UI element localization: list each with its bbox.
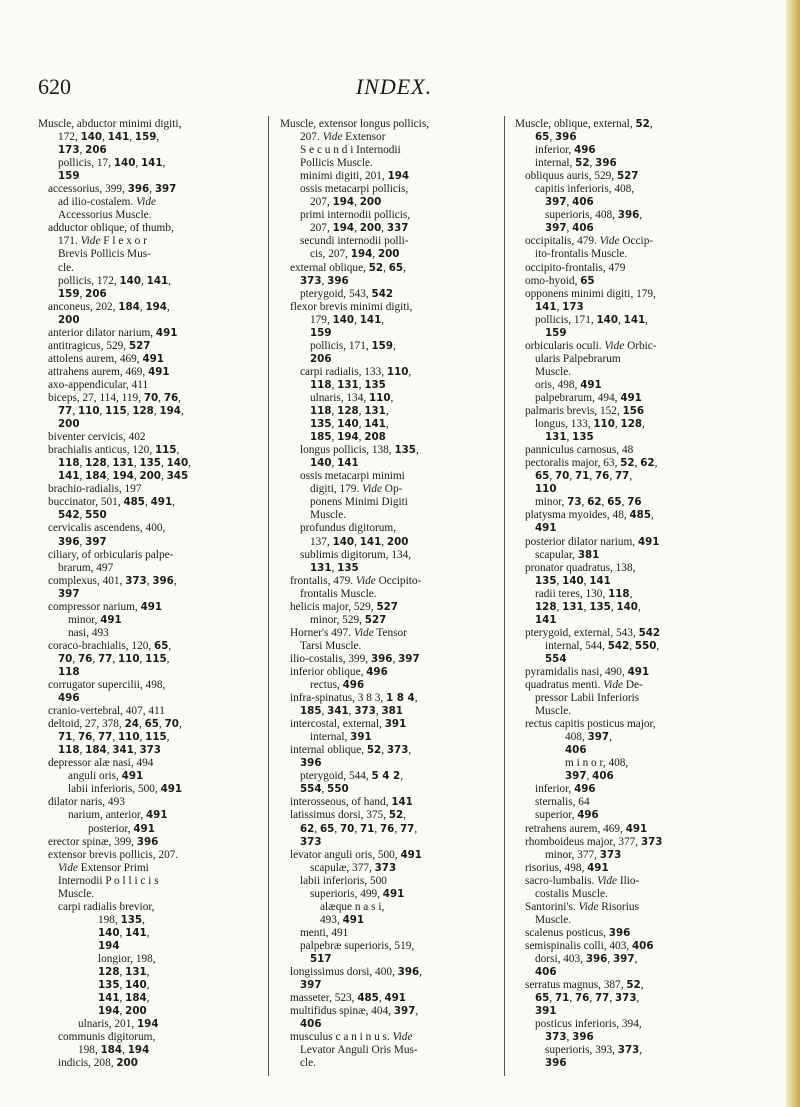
page-header	[38, 74, 750, 100]
index-entry-line: sublimis digitorum, 134,	[300, 548, 412, 561]
index-entry-line: 141, 173	[535, 300, 584, 313]
index-entry-line: cis, 207, 194, 200	[310, 248, 400, 261]
index-entry-line: narium, anterior, 491	[68, 809, 168, 822]
index-entry-line: antitragicus, 529, 527	[48, 339, 151, 352]
index-entry-line: 179, 140, 141,	[310, 313, 385, 326]
index-entry-line: 396	[300, 757, 322, 770]
index-entry-line: 397	[300, 979, 322, 992]
index-entry-line: pollicis, 171, 159,	[310, 339, 396, 352]
index-entry-line: inferior, 496	[535, 783, 596, 796]
index-entry-line: masseter, 523, 485, 491	[290, 992, 406, 1005]
index-entry-line: 200	[58, 418, 80, 431]
index-entry-line: buccinator, 501, 485, 491,	[48, 496, 175, 509]
index-entry-line: axo-appendicular, 411	[48, 378, 149, 391]
index-entry-line: rectus capitis posticus major,	[525, 718, 656, 731]
index-entry-line: ulnaris, 201, 194	[78, 1018, 159, 1031]
index-entry-line: 397	[58, 587, 80, 600]
index-entry-line: ito-frontalis Muscle.	[535, 248, 628, 261]
index-entry-line: 198, 184, 194	[78, 1044, 150, 1057]
index-entry-line: Santorini's. Vide Risorius	[525, 900, 639, 913]
index-entry-line: intercostal, external, 391	[290, 718, 407, 731]
index-entry-line: menti, 491	[300, 926, 349, 939]
index-entry-line: Muscle.	[535, 705, 572, 718]
index-entry-line: 185, 194, 208	[310, 431, 386, 444]
index-entry-line: pronator quadratus, 138,	[525, 561, 636, 574]
index-entry-line: cervicalis ascendens, 400,	[48, 522, 166, 535]
index-entry-line: anterior dilator narium, 491	[48, 326, 178, 339]
index-entry-line: brachialis anticus, 120, 115,	[48, 444, 180, 457]
index-entry-line: occipitalis, 479. Vide Occip-	[525, 235, 654, 248]
index-entry-line: pressor Labii Inferioris	[535, 692, 640, 705]
index-entry-line: minor, 73, 62, 65, 76	[535, 496, 642, 509]
index-entry-line: costalis Muscle.	[535, 887, 608, 900]
index-entry-line: ad ilio-costalem. Vide	[58, 196, 156, 209]
index-entry-line: Muscle, oblique, external, 52,	[515, 118, 653, 130]
index-entry-line: superior, 496	[535, 809, 599, 822]
index-entry-line: minor, 491	[68, 613, 122, 626]
index-entry-line: cle.	[58, 261, 74, 274]
index-entry-line: pollicis, 17, 140, 141,	[58, 157, 166, 170]
index-entry-line: multifidus spinæ, 404, 397,	[290, 1005, 419, 1018]
index-entry-line: 408, 397,	[565, 731, 612, 744]
index-entry-line: 397, 406	[545, 196, 594, 209]
index-entry-line: minimi digiti, 201, 194	[300, 170, 410, 183]
index-entry-line: internal, 52, 396	[535, 157, 617, 170]
index-entry-line: primi internodii pollicis,	[300, 209, 411, 222]
index-entry-line: 65, 71, 76, 77, 373,	[535, 992, 640, 1005]
index-entry-line: internal oblique, 52, 373,	[290, 744, 412, 757]
index-entry-line: interosseous, of hand, 141	[290, 796, 413, 809]
index-entry-line: longus, 133, 110, 128,	[535, 418, 645, 431]
index-entry-line: flexor brevis minimi digiti,	[290, 300, 413, 313]
index-entry-line: Horner's 497. Vide Tensor	[290, 626, 407, 639]
index-entry-line: superioris, 393, 373,	[545, 1044, 643, 1057]
index-entry-line: sternalis, 64	[535, 796, 590, 809]
index-entry-line: Brevis Pollicis Mus-	[58, 248, 151, 261]
index-entry-line: brachio-radialis, 197	[48, 483, 142, 496]
index-entry-line: sacro-lumbalis. Vide Ilio-	[525, 874, 640, 887]
index-column-1	[38, 118, 256, 1070]
index-entry-line: m i n o r, 408,	[565, 757, 629, 770]
index-entry-line: 77, 110, 115, 128, 194,	[58, 405, 184, 418]
index-entry-line: digiti, 179. Vide Op-	[310, 483, 403, 496]
index-entry-line: alæque n a s i,	[320, 900, 385, 913]
index-entry-line: 406	[565, 744, 587, 757]
index-entry-line: 373, 396	[300, 274, 349, 287]
index-entry-line: Muscle, abductor minimi digiti,	[38, 118, 182, 130]
index-entry-line: Pollicis Muscle.	[300, 157, 373, 170]
index-entry-line: coraco-brachialis, 120, 65,	[48, 639, 172, 652]
index-entry-line: pterygoid, 544, 5 4 2,	[300, 770, 404, 783]
index-entry-line: Vide Extensor Primi	[58, 861, 149, 874]
index-column-2	[280, 118, 498, 1070]
index-entry-line: indicis, 208, 200	[58, 1057, 138, 1070]
index-entry-line: frontalis, 479. Vide Occipito-	[290, 574, 422, 587]
index-entry-line: longissimus dorsi, 400, 396,	[290, 966, 422, 979]
index-entry-line: external oblique, 52, 65,	[290, 261, 406, 274]
index-entry-line: 554, 550	[300, 783, 349, 796]
index-entry-line: 62, 65, 70, 71, 76, 77,	[300, 822, 418, 835]
index-entry-line: compressor narium, 491	[48, 600, 163, 613]
index-entry-line: 391	[535, 1005, 557, 1018]
index-entry-line: scapular, 381	[535, 548, 600, 561]
index-entry-line: opponens minimi digiti, 179,	[525, 287, 656, 300]
index-entry-line: rectus, 496	[310, 679, 365, 692]
index-entry-line: pterygoid, 543, 542	[300, 287, 394, 300]
index-entry-line: 159	[310, 326, 332, 339]
index-entry-line: 141, 184,	[98, 992, 150, 1005]
index-entry-line: 173, 206	[58, 144, 107, 157]
index-entry-line: 542, 550	[58, 509, 107, 522]
index-entry-line: carpi radialis brevior,	[58, 900, 155, 913]
index-entry-line: pectoralis major, 63, 52, 62,	[525, 457, 658, 470]
index-entry-line: posterior dilator narium, 491	[525, 535, 660, 548]
index-entry-line: Internodii P o l l i c i s	[58, 874, 159, 887]
index-entry-line: scapulæ, 377, 373	[310, 861, 397, 874]
index-entry-line: deltoid, 27, 378, 24, 65, 70,	[48, 718, 182, 731]
index-entry-line: quadratus menti. Vide De-	[525, 679, 643, 692]
index-entry-line: longus pollicis, 138, 135,	[300, 444, 419, 457]
index-entry-line: helicis major, 529, 527	[290, 600, 398, 613]
index-entry-line: pterygoid, external, 543, 542	[525, 626, 661, 639]
index-entry-line: 496	[58, 692, 80, 705]
index-entry-line: 185, 341, 373, 381	[300, 705, 403, 718]
index-entry-line: erector spinæ, 399, 396	[48, 835, 159, 848]
index-entry-line: dilator naris, 493	[48, 796, 125, 809]
index-entry-line: ulnaris, 134, 110,	[310, 391, 394, 404]
index-entry-line: 71, 76, 77, 110, 115,	[58, 731, 170, 744]
index-entry-line: 118, 184, 341, 373	[58, 744, 161, 757]
index-entry-line: 131, 135	[545, 431, 594, 444]
index-entry-line: attrahens aurem, 469, 491	[48, 365, 170, 378]
index-entry-line: 131, 135	[310, 561, 359, 574]
index-entry-line: 517	[310, 953, 332, 965]
index-entry-line: 159	[58, 170, 80, 183]
index-entry-line: secundi internodii polli-	[300, 235, 409, 248]
index-entry-line: profundus digitorum,	[300, 522, 397, 535]
index-entry-line: biceps, 27, 114, 119, 70, 76,	[48, 391, 181, 404]
index-entry-line: oris, 498, 491	[535, 378, 602, 391]
index-entry-line: 137, 140, 141, 200	[310, 535, 409, 548]
index-entry-line: infra-spinatus, 3 8 3, 1 8 4,	[290, 692, 418, 705]
index-entry-line: inferior, 496	[535, 144, 596, 157]
index-entry-line: 373, 396	[545, 1031, 594, 1044]
index-entry-line: dorsi, 403, 396, 397,	[535, 953, 638, 965]
index-entry-line: occipito-frontalis, 479	[525, 261, 626, 274]
index-entry-line: 198, 135,	[98, 913, 145, 926]
index-entry-line: 491	[535, 522, 557, 535]
index-entry-line: minor, 377, 373	[545, 848, 622, 861]
index-entry-line: Muscle.	[310, 509, 347, 522]
index-entry-line: 118, 128, 131, 135, 140,	[58, 457, 191, 470]
index-entry-line: Muscle, extensor longus pollicis,	[280, 118, 430, 130]
index-entry-line: omo-hyoid, 65	[525, 274, 595, 287]
index-entry-line: posticus inferioris, 394,	[535, 1018, 642, 1031]
index-entry-line: pollicis, 172, 140, 141,	[58, 274, 171, 287]
index-entry-line: attolens aurem, 469, 491	[48, 352, 164, 365]
index-entry-line: labii inferioris, 500	[300, 874, 387, 887]
index-entry-line: ossis metacarpi pollicis,	[300, 183, 409, 196]
index-entry-line: 140, 141,	[98, 926, 150, 939]
index-entry-line: 206	[310, 352, 332, 365]
page-number: 620	[38, 74, 71, 99]
index-entry-line: 397, 406	[545, 222, 594, 235]
index-entry-line: latissimus dorsi, 375, 52,	[290, 809, 407, 822]
index-entry-line: 493, 491	[320, 913, 365, 926]
index-entry-line: 373	[300, 835, 322, 848]
index-entry-line: complexus, 401, 373, 396,	[48, 574, 177, 587]
index-entry-line: 207, 194, 200, 337	[310, 222, 409, 235]
index-entry-line: S e c u n d i Internodii	[300, 144, 401, 157]
index-entry-line: 110	[535, 483, 557, 496]
index-entry-line: frontalis Muscle.	[300, 587, 377, 600]
index-entry-line: 159, 206	[58, 287, 107, 300]
index-entry-line: extensor brevis pollicis, 207.	[48, 848, 179, 861]
index-entry-line: radii teres, 130, 118,	[535, 587, 633, 600]
index-entry-line: 200	[58, 313, 80, 326]
index-entry-line: retrahens aurem, 469, 491	[525, 822, 648, 835]
index-entry-line: palmaris brevis, 152, 156	[525, 405, 645, 418]
index-entry-line: 118, 131, 135	[310, 378, 386, 391]
index-entry-line: levator anguli oris, 500, 491	[290, 848, 422, 861]
index-entry-line: minor, 529, 527	[310, 613, 387, 626]
index-entry-line: depressor alæ nasi, 494	[48, 757, 154, 770]
index-entry-line: Muscle.	[535, 365, 572, 378]
index-entry-line: Tarsi Muscle.	[300, 639, 362, 652]
index-entry-line: nasi, 493	[68, 626, 109, 639]
index-entry-line: cranio-vertebral, 407, 411	[48, 705, 165, 718]
index-entry-line: ponens Minimi Digiti	[310, 496, 408, 509]
index-entry-line: orbicularis oculi. Vide Orbic-	[525, 339, 657, 352]
index-entry-line: platysma myoides, 48, 485,	[525, 509, 654, 522]
index-entry-line: 207, 194, 200	[310, 196, 382, 209]
index-entry-line: Muscle.	[535, 913, 572, 926]
index-entry-line: anconeus, 202, 184, 194,	[48, 300, 170, 313]
index-entry-line: palpebrarum, 494, 491	[535, 391, 642, 404]
index-entry-line: corrugator supercilii, 498,	[48, 679, 166, 692]
index-entry-line: 135, 140,	[98, 979, 150, 992]
index-entry-line: 406	[535, 966, 557, 979]
index-column-3	[515, 118, 733, 1070]
index-entry-line: obliquus auris, 529, 527	[525, 170, 639, 183]
index-entry-line: longior, 198,	[98, 953, 156, 965]
page-edge	[786, 0, 800, 1107]
index-entry-line: 140, 141	[310, 457, 359, 470]
index-entry-line: 118	[58, 665, 80, 678]
index-entry-line: risorius, 498, 491	[525, 861, 609, 874]
index-entry-line: superioris, 499, 491	[310, 887, 405, 900]
index-entry-line: 118, 128, 131,	[310, 405, 389, 418]
index-entry-line: semispinalis colli, 403, 406	[525, 939, 654, 952]
index-entry-line: 141, 184, 194, 200, 345	[58, 470, 189, 483]
index-entry-line: 128, 131, 135, 140,	[535, 600, 641, 613]
index-entry-line: Levator Anguli Oris Mus-	[300, 1044, 418, 1057]
index-entry-line: carpi radialis, 133, 110,	[300, 365, 412, 378]
index-entry-line: musculus c a n i n u s. Vide	[290, 1031, 413, 1044]
index-entry-line: ossis metacarpi minimi	[300, 470, 405, 483]
index-entry-line: ularis Palpebrarum	[535, 352, 621, 365]
index-entry-line: panniculus carnosus, 48	[525, 444, 634, 457]
index-entry-line: accessorius, 399, 396, 397	[48, 183, 177, 196]
index-entry-line: 171. Vide F l e x o r	[58, 235, 147, 248]
index-entry-line: cle.	[300, 1057, 316, 1070]
index-entry-line: 397, 406	[565, 770, 614, 783]
index-entry-line: anguli oris, 491	[68, 770, 144, 783]
column-divider	[504, 116, 505, 1076]
index-entry-line: pollicis, 171, 140, 141,	[535, 313, 648, 326]
index-entry-line: Muscle.	[58, 887, 95, 900]
index-entry-line: internal, 391	[310, 731, 372, 744]
index-entry-line: 194	[98, 939, 120, 952]
index-entry-line: 128, 131,	[98, 966, 150, 979]
index-entry-line: rhomboideus major, 377, 373	[525, 835, 663, 848]
index-entry-line: superioris, 408, 396,	[545, 209, 643, 222]
index-entry-line: communis digitorum,	[58, 1031, 156, 1044]
index-entry-line: 554	[545, 652, 567, 665]
index-entry-line: biventer cervicis, 402	[48, 431, 146, 444]
index-entry-line: labii inferioris, 500, 491	[68, 783, 183, 796]
index-entry-line: 135, 140, 141,	[310, 418, 389, 431]
index-entry-line: 194, 200	[98, 1005, 147, 1018]
index-entry-line: 141	[535, 613, 557, 626]
index-entry-line: 207. Vide Extensor	[300, 131, 386, 144]
column-divider	[268, 116, 269, 1076]
index-entry-line: serratus magnus, 387, 52,	[525, 979, 644, 992]
index-entry-line: 396	[545, 1057, 567, 1070]
index-entry-line: scalenus posticus, 396	[525, 926, 631, 939]
index-entry-line: inferior oblique, 496	[290, 665, 388, 678]
index-entry-line: 65, 396	[535, 131, 577, 144]
index-entry-line: 172, 140, 141, 159,	[58, 131, 160, 144]
index-entry-line: 65, 70, 71, 76, 77,	[535, 470, 633, 483]
index-entry-line: pyramidalis nasi, 490, 491	[525, 665, 650, 678]
index-entry-line: adductor obliquе, of thumb,	[48, 222, 174, 235]
index-entry-line: 396, 397	[58, 535, 107, 548]
index-entry-line: ciliary, of orbicularis palpe-	[48, 548, 174, 561]
index-entry-line: Accessorius Muscle.	[58, 209, 152, 222]
index-entry-line: 406	[300, 1018, 322, 1031]
index-entry-line: ilio-costalis, 399, 396, 397	[290, 652, 420, 665]
index-entry-line: 159	[545, 326, 567, 339]
index-entry-line: internal, 544, 542, 550,	[545, 639, 660, 652]
index-entry-line: palpebræ superioris, 519,	[300, 939, 415, 952]
index-entry-line: posterior, 491	[88, 822, 155, 835]
index-entry-line: 135, 140, 141	[535, 574, 611, 587]
page-title: INDEX.	[355, 74, 433, 99]
index-entry-line: brarum, 497	[58, 561, 114, 574]
index-entry-line: capitis inferioris, 408,	[535, 183, 635, 196]
index-entry-line: 70, 76, 77, 110, 115,	[58, 652, 170, 665]
